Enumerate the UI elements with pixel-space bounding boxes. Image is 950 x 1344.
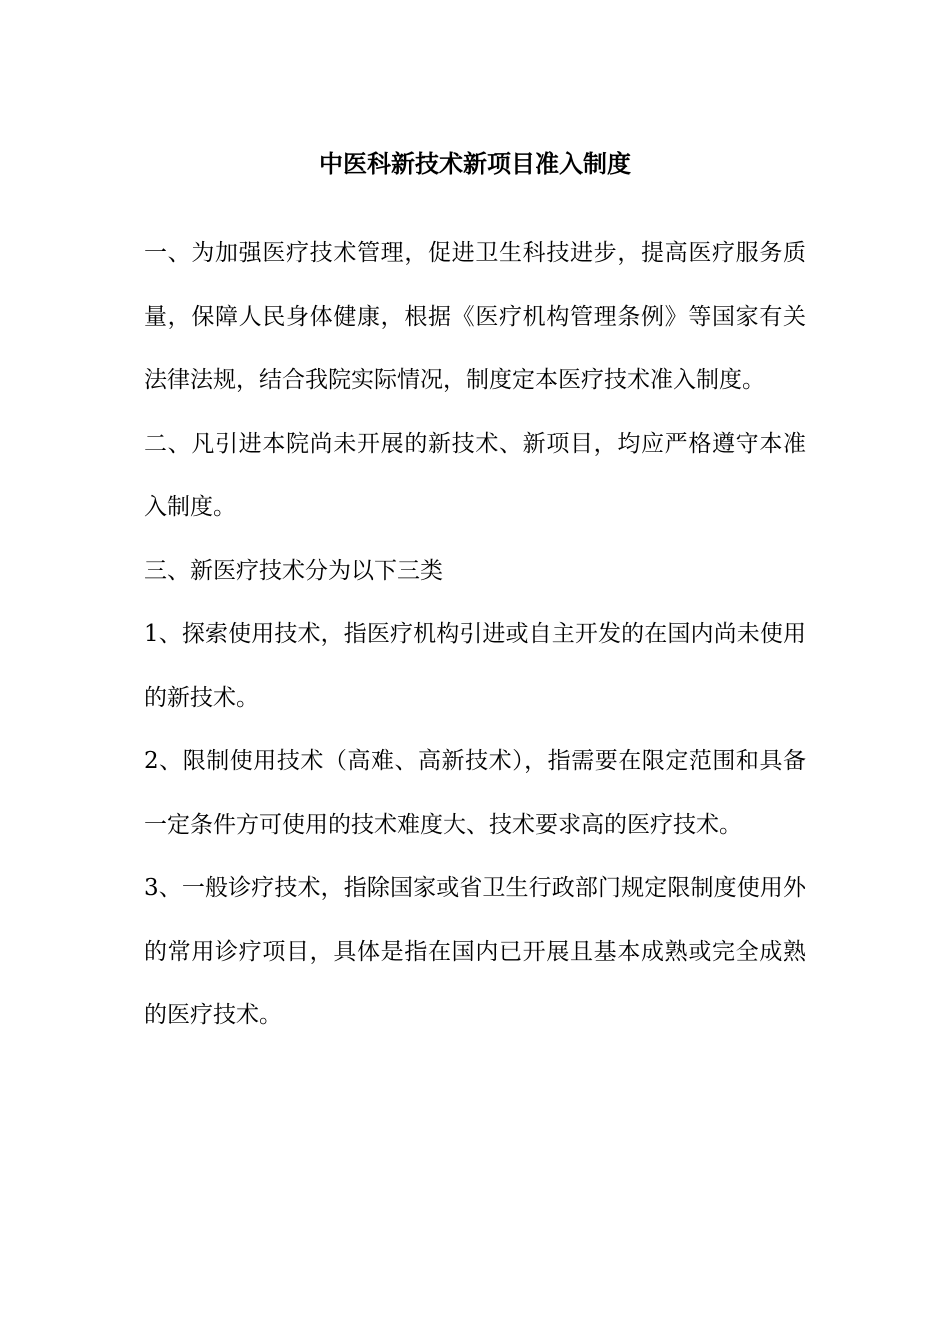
paragraph-6: 3、一般诊疗技术，指除国家或省卫生行政部门规定限制度使用外的常用诊疗项目，具体是指在国内已开展且基本成熟或完全成熟的医疗技术。 bbox=[144, 875, 806, 1028]
paragraph-5: 2、限制使用技术（高难、高新技术），指需要在限定范围和具备一定条件方可使用的技术难度大、技术要求高的医疗技术。 bbox=[144, 748, 806, 838]
document-title: 中医科新技术新项目准入制度 bbox=[319, 150, 631, 178]
paragraph-1: 一、为加强医疗技术管理，促进卫生科技进步，提高医疗服务质量，保障人民身体健康，根据《医疗机构管理条例》等国家有关法律法规，结合我院实际情况，制度定本医疗技术准入制度。 bbox=[144, 240, 806, 393]
paragraph-4: 1、探索使用技术，指医疗机构引进或自主开发的在国内尚未使用的新技术。 bbox=[144, 621, 806, 711]
paragraph-3: 三、新医疗技术分为以下三类 bbox=[144, 557, 443, 584]
paragraph-2: 二、凡引进本院尚未开展的新技术、新项目，均应严格遵守本准入制度。 bbox=[144, 430, 806, 520]
document-body bbox=[144, 222, 806, 1048]
